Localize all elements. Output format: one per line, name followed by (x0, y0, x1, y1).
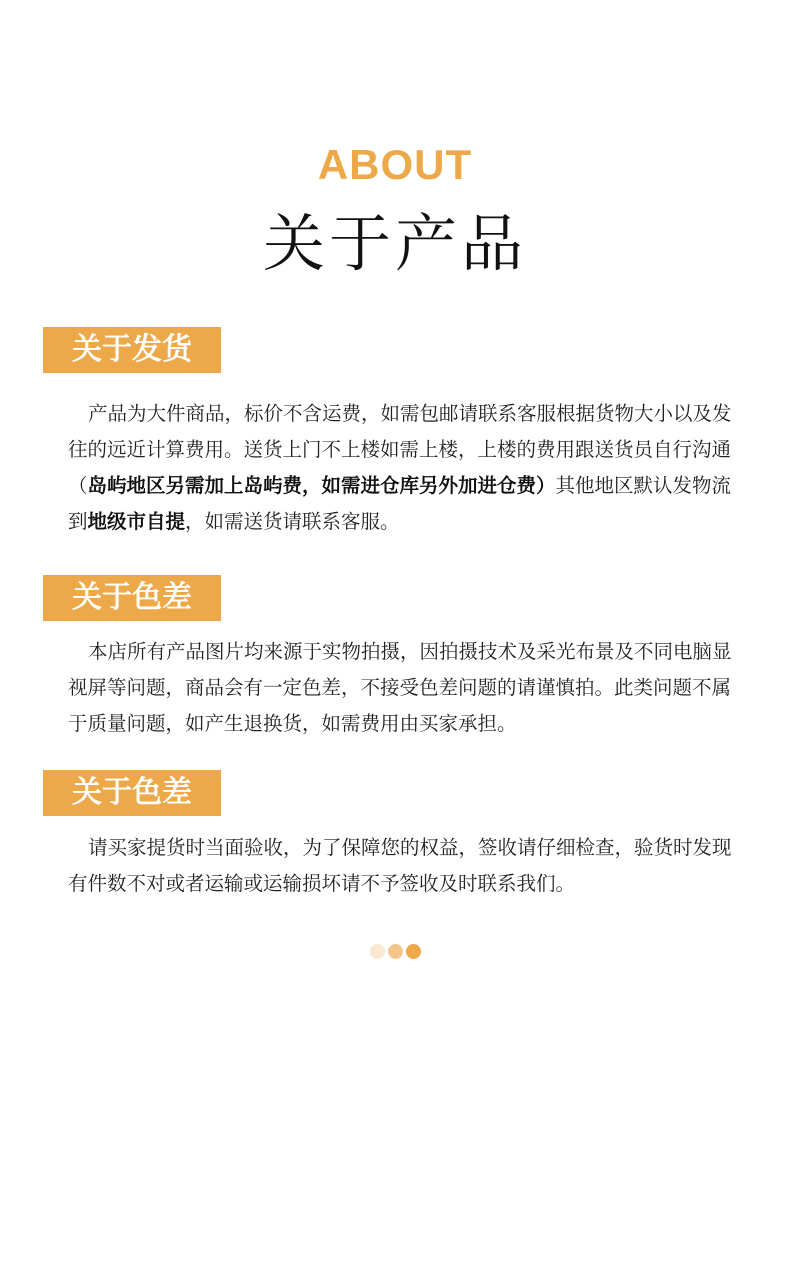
about-eyebrow: ABOUT (317, 141, 473, 188)
section-tag-color-difference: 关于色差 (43, 575, 221, 621)
section-text-inspection (68, 830, 740, 902)
text-segment: 请买家提货时当面验收，为了保障您的权益，签收请仔细检查，验货时发现有件数不对或者运输或运输损坏请不予签收及时联系我们。 (68, 836, 732, 895)
page-title: 关于产品 (262, 207, 527, 280)
section-text-color-difference (68, 634, 740, 742)
text-segment-bold: 地级市自提 (87, 510, 186, 533)
text-segment: ，如需送货请联系客服。 (185, 510, 400, 533)
text-segment: 产品为大件商品，标价不含运费，如需包邮请联系客服根据货物大小以及发往的远近计算费用。送货上门不上楼如需上楼，上楼的费用跟送货员自行沟通（ (68, 402, 732, 497)
text-segment: 本店所有产品图片均来源于实物拍摄，因拍摄技术及采光布景及不同电脑显视屏等问题，商品会有一定色差，不接受色差问题的请谨慎拍。此类问题不属于质量问题，如产生退换货，如需费用由买家承担。 (68, 640, 732, 735)
section-tag-inspection: 关于色差 (43, 770, 221, 816)
section-text-shipping (68, 396, 740, 540)
section-tag-shipping: 关于发货 (43, 327, 221, 373)
dot-light (370, 944, 385, 959)
text-segment-bold: 岛屿地区另需加上岛屿费，如需进仓库另外加进仓费） (87, 474, 556, 497)
pagination-dots (0, 944, 790, 960)
dot-mid (388, 944, 403, 959)
text-segment: 其他地区默认发物流到 (68, 474, 732, 533)
dot-active (406, 944, 421, 959)
